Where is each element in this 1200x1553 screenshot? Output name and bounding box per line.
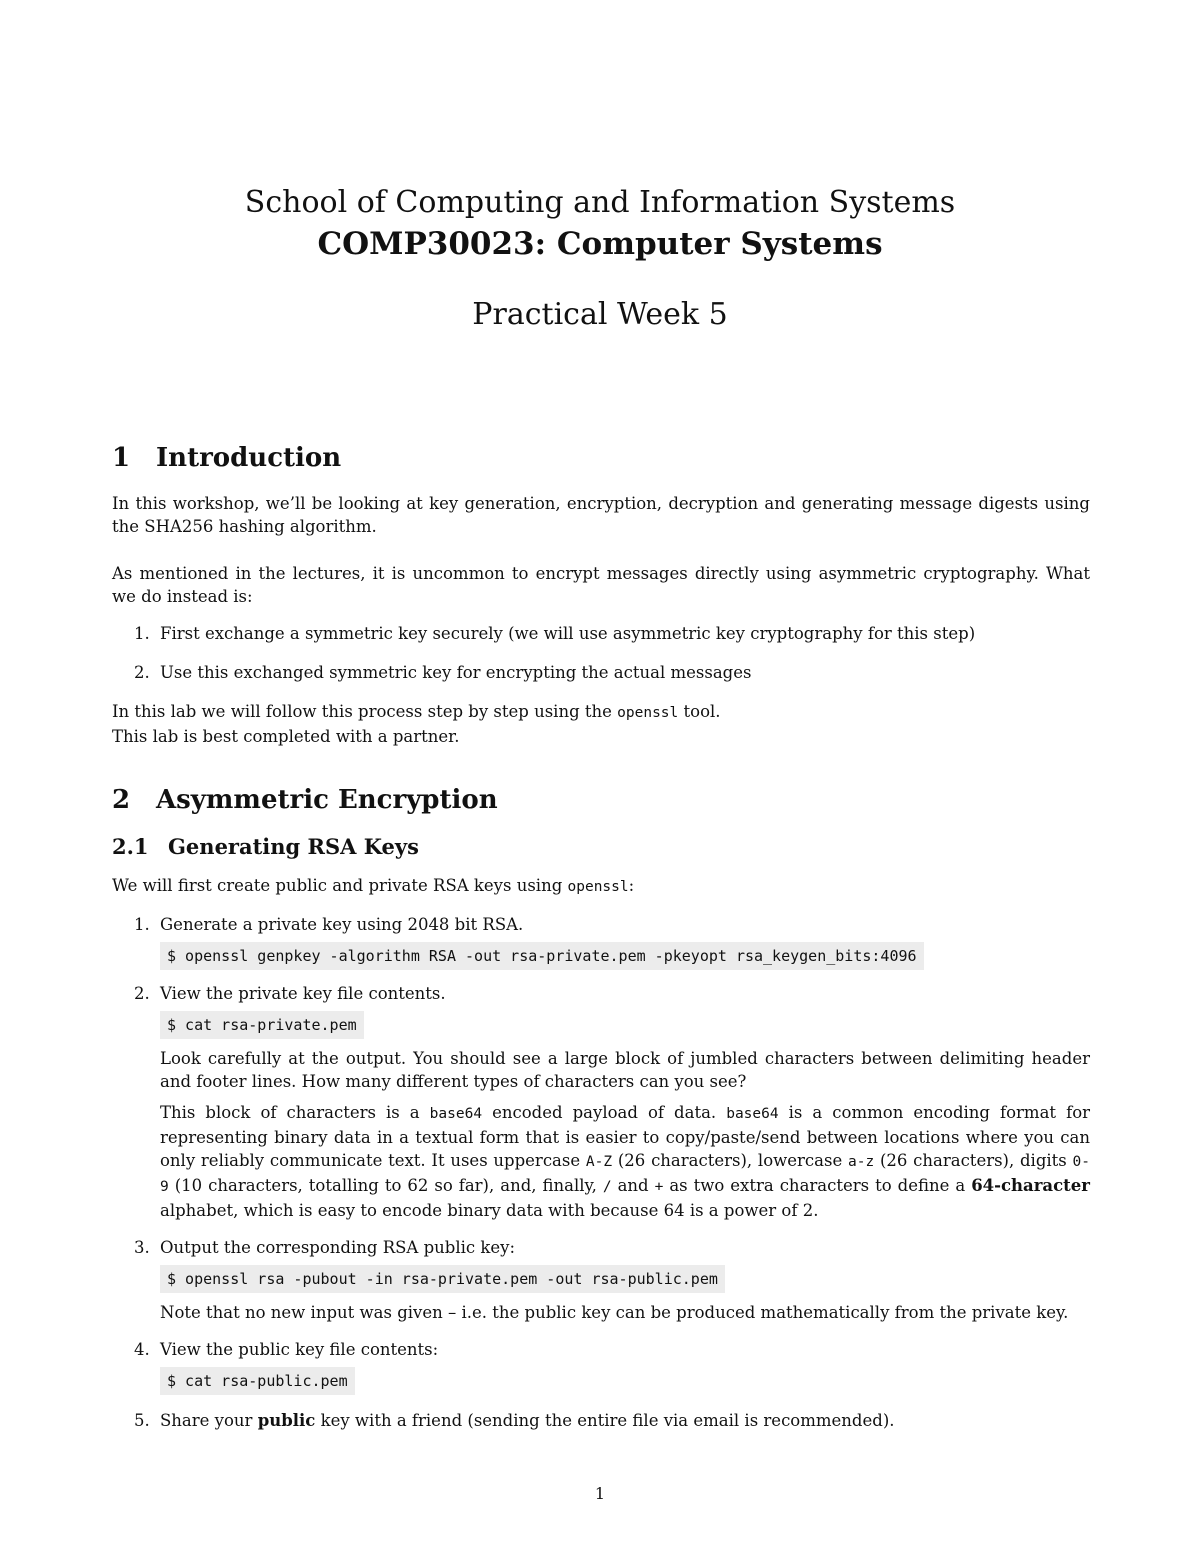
list-item: 3. Output the corresponding RSA public key: $ openssl rsa -pubout -in rsa-private.pem -out rsa-public.pem Note that no new input was given – i.e. the public key can be produced mathematically from the private key. xyxy=(112,1236,1090,1324)
section-title: Introduction xyxy=(156,443,342,473)
inline-code: openssl xyxy=(567,879,629,895)
partner-note: This lab is best completed with a partner. xyxy=(112,727,460,746)
rsa-steps-list xyxy=(112,913,1090,1432)
list-item: 2. Use this exchanged symmetric key for encrypting the actual messages xyxy=(134,663,752,682)
subsection-title: Generating RSA Keys xyxy=(168,834,419,859)
process-list xyxy=(112,622,1090,684)
list-item: 1. First exchange a symmetric key securely (we will use asymmetric key cryptography for this step) xyxy=(134,624,976,643)
intro-paragraph: In this workshop, we’ll be looking at key generation, encryption, decryption and generating message digests using the SHA256 hashing algorithm. xyxy=(112,494,1090,536)
base64-explanation: This block of characters is a base64 encoded payload of data. base64 is a common encoding format for representing binary data in a textual form that is easier to copy/paste/send between locations where you can only reliably communicate text. It uses uppercase A-Z (26 characters), lowercase a-z (26 characters), digits 0-9 (10 characters, totalling to 62 so far), and, finally, / and + as two extra characters to define a 64-character alphabet, which is easy to encode binary data with because 64 is a power of 2. xyxy=(160,1103,1091,1220)
list-item: 2. View the private key file contents. $ cat rsa-private.pem Look carefully at the output. You should see a large block of jumbled characters between delimiting header and footer lines. How many different types of characters can you see? This block of characters is a base64 encoded payload of data. base64 is a common encoding format for representing binary data in a textual form that is easier to copy/paste/send between locations where you can only reliably communicate text. It uses uppercase A-Z (26 characters), lowercase a-z (26 characters), digits 0-9 (10 characters, totalling to 62 so far), and, finally, / and + as two extra characters to define a 64-character alphabet, which is easy to encode binary data with because 64 is a power of 2. xyxy=(134,984,1091,1220)
public-key-note: Note that no new input was given – i.e. the public key can be produced mathematically from the private key. xyxy=(160,1303,1069,1322)
section-number: 1 xyxy=(112,443,131,473)
code-block: $ openssl rsa -pubout -in rsa-private.pem -out rsa-public.pem xyxy=(160,1265,725,1293)
rsa-intro-paragraph: We will first create public and private RSA keys using openssl: xyxy=(112,876,635,895)
course-title: COMP30023: Computer Systems xyxy=(317,226,883,262)
list-item: 1. Generate a private key using 2048 bit RSA. $ openssl genpkey -algorithm RSA -out rsa-private.pem -pkeyopt rsa_keygen_bits:4096 xyxy=(112,913,1090,970)
code-block: $ openssl genpkey -algorithm RSA -out rsa-private.pem -pkeyopt rsa_keygen_bits:4096 xyxy=(160,942,924,970)
subsection-heading-generating-rsa-keys xyxy=(112,832,1090,862)
intro-paragraph-2: As mentioned in the lectures, it is uncommon to encrypt messages directly using asymmetric cryptography. What we do instead is: xyxy=(112,564,1090,606)
section-number: 2 xyxy=(112,785,131,815)
title-block xyxy=(0,183,1200,335)
code-block: $ cat rsa-private.pem xyxy=(160,1011,364,1039)
list-item: 5. Share your public key with a friend (sending the entire file via email is recommended). xyxy=(134,1411,895,1430)
page-number: 1 xyxy=(594,1484,606,1503)
inline-code: openssl xyxy=(617,705,679,721)
code-block: $ cat rsa-public.pem xyxy=(160,1367,355,1395)
section-heading-introduction xyxy=(112,440,1090,476)
lab-process-paragraph: In this lab we will follow this process step by step using the openssl tool. xyxy=(112,702,721,721)
list-item: 4. View the public key file contents: $ cat rsa-public.pem xyxy=(112,1338,1090,1395)
section-title: Asymmetric Encryption xyxy=(156,785,498,815)
section-heading-asymmetric-encryption xyxy=(112,782,1090,818)
output-explanation: Look carefully at the output. You should see a large block of jumbled characters between delimiting header and footer lines. How many different types of characters can you see? xyxy=(160,1049,1090,1091)
practical-title: Practical Week 5 xyxy=(472,297,728,332)
content xyxy=(112,440,1090,1432)
subsection-number: 2.1 xyxy=(112,834,149,859)
school-name: School of Computing and Information Systems xyxy=(244,185,956,220)
